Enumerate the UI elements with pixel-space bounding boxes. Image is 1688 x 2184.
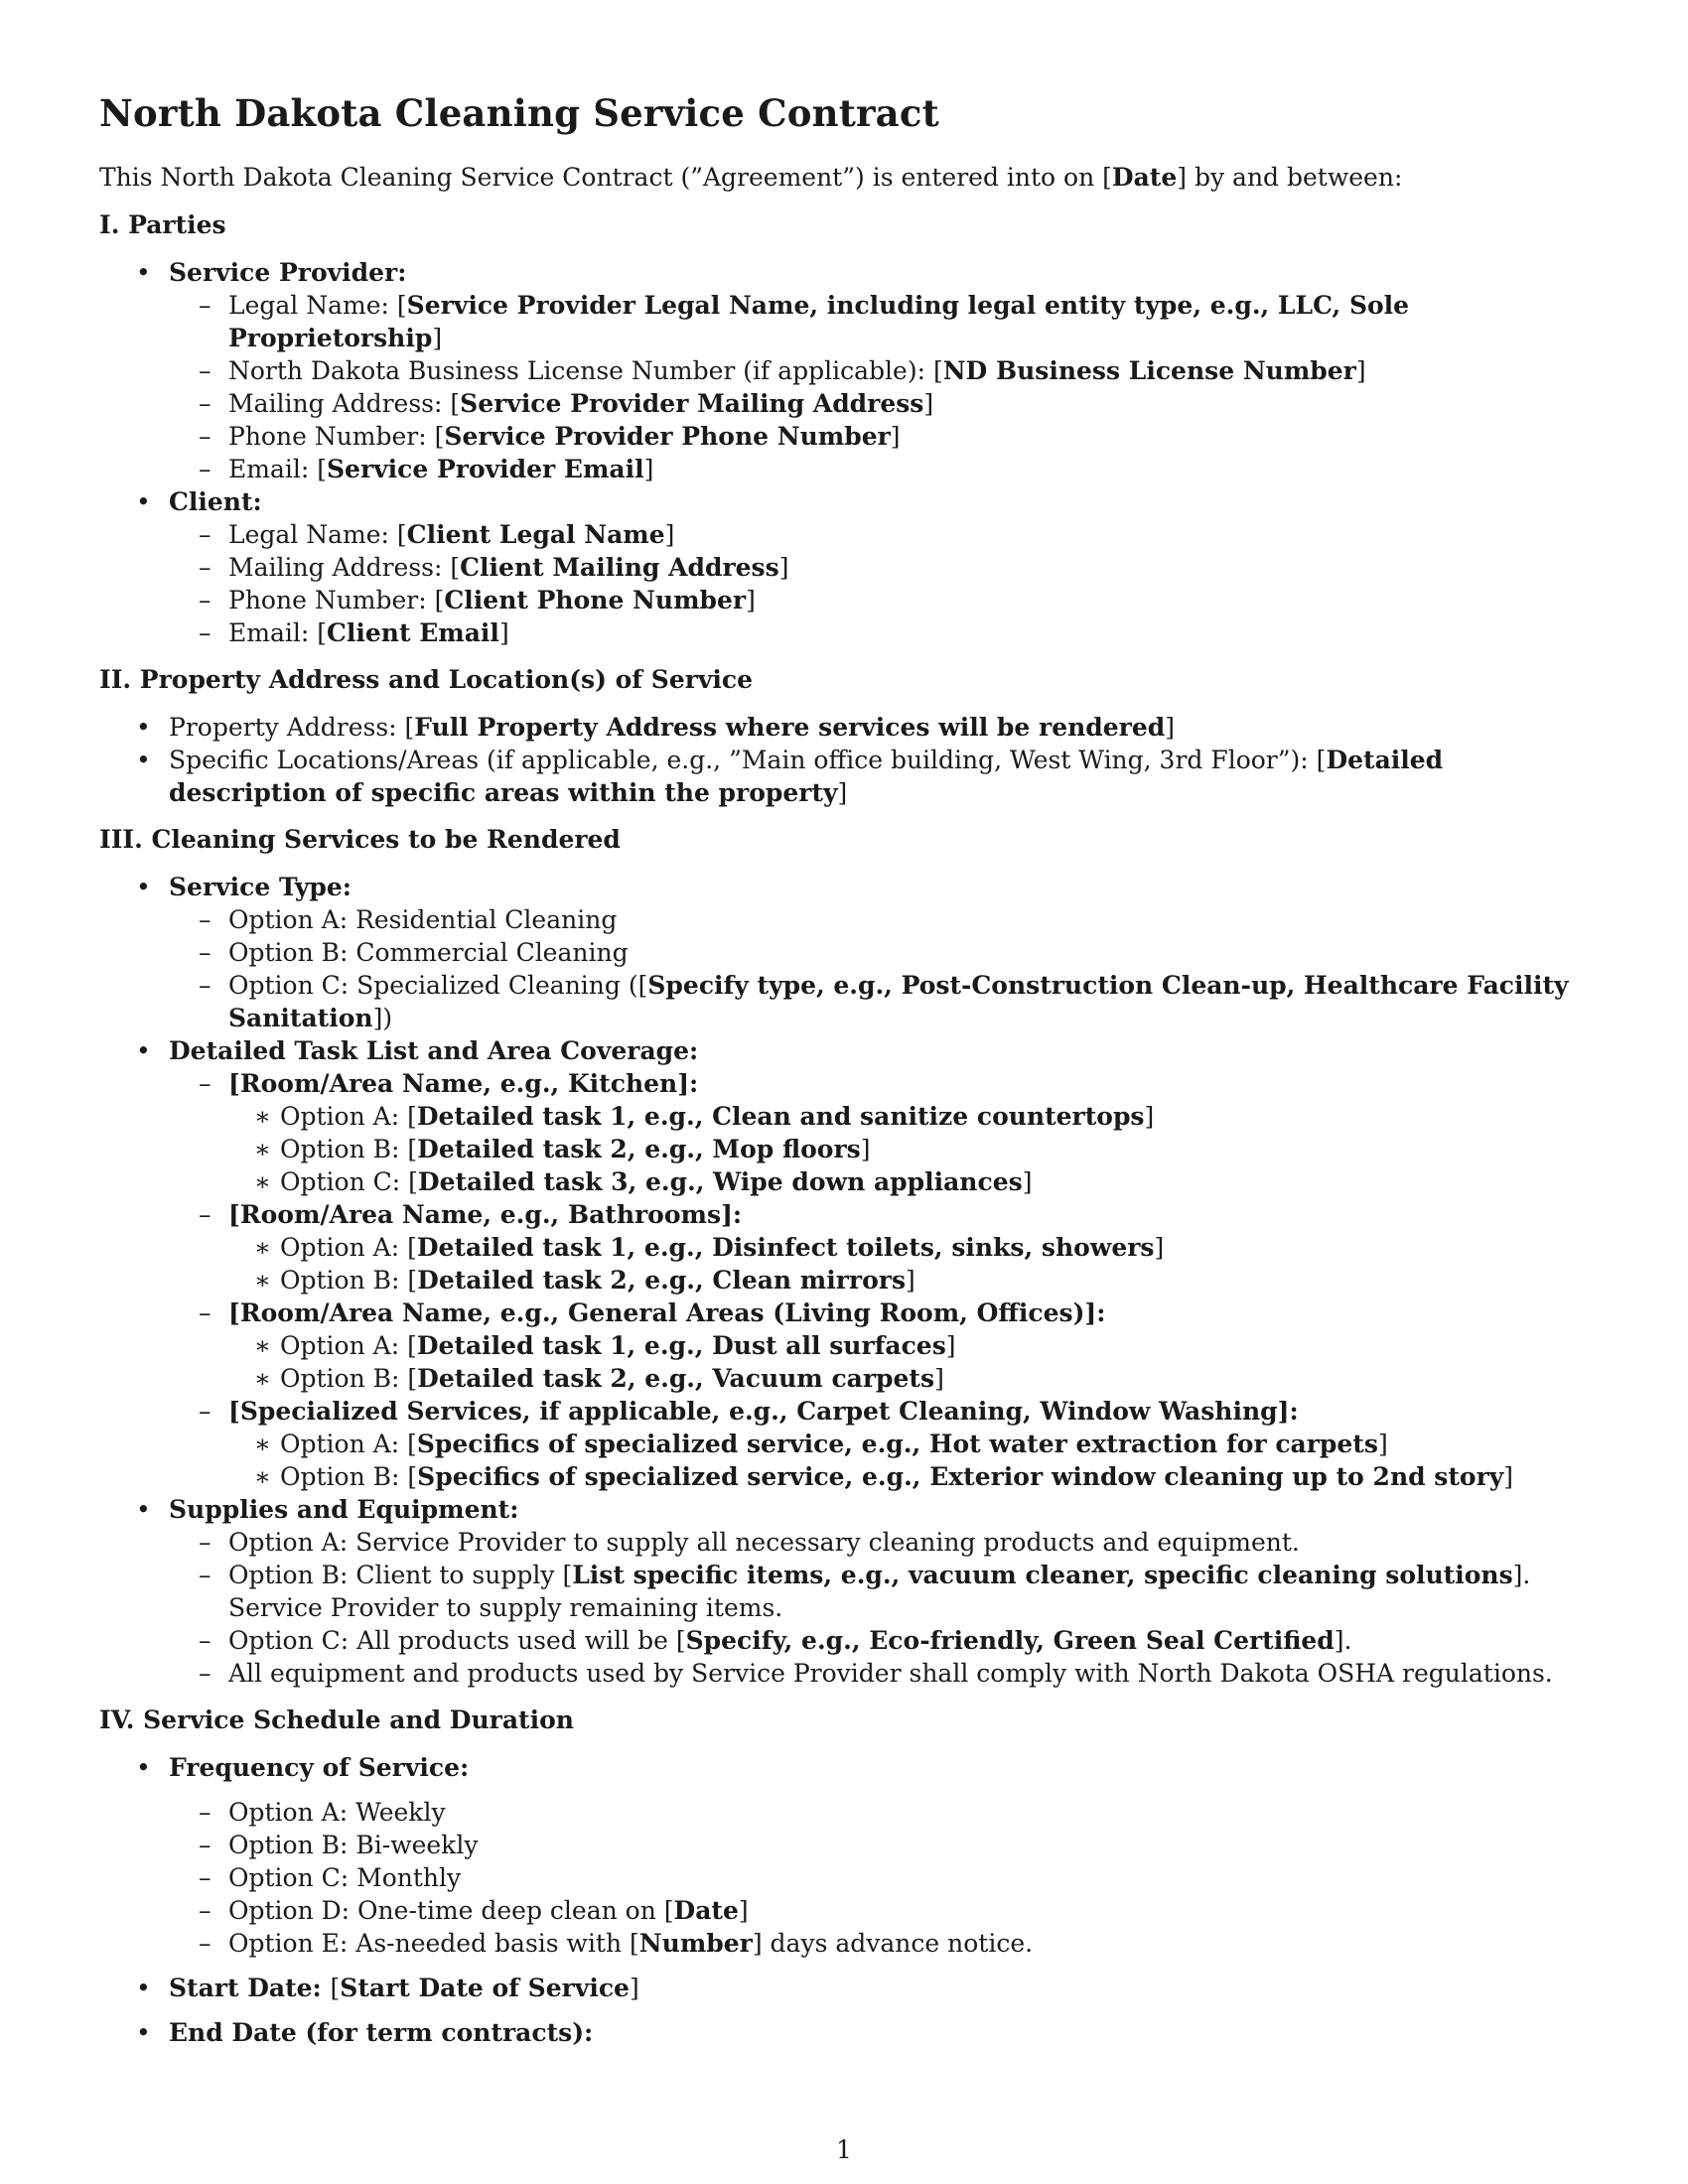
task-item: ∗ Option B: [Detailed task 2, e.g., Clean mirrors] — [254, 1266, 915, 1295]
option-text: Option A: Residential Cleaning — [228, 905, 618, 934]
task-list — [228, 1100, 1589, 1198]
document-page — [99, 87, 1589, 2049]
frequency-option — [169, 1861, 1589, 1894]
dash-icon: – — [199, 520, 211, 549]
end-date-label: End Date (for term contracts): — [169, 2018, 594, 2047]
task-label: Option A: — [280, 1331, 408, 1360]
task-label: Option B: — [280, 1135, 408, 1163]
dash-icon: – — [199, 1863, 211, 1892]
service-type-options — [169, 903, 1589, 1034]
option-text-end: . — [1343, 1626, 1352, 1655]
provider-legal-name: – Legal Name: [Service Provider Legal Name, including legal entity type, e.g., LLC, Sole Proprietorship] — [199, 291, 1410, 352]
frequency-label: Frequency of Service: — [169, 1753, 470, 1782]
dash-icon: – — [199, 938, 211, 967]
dash-icon: – — [199, 422, 211, 451]
task-placeholder: Detailed task 3, e.g., Wipe down appliances — [417, 1167, 1023, 1196]
provider-item — [99, 256, 1589, 485]
frequency-option: – Option D: One-time deep clean on [Date] — [199, 1896, 749, 1925]
option-text: Option B: Commercial Cleaning — [228, 938, 629, 967]
supplies-option — [169, 1657, 1589, 1690]
task-label: Option B: — [280, 1266, 408, 1295]
frequency-option — [169, 1796, 1589, 1829]
task-item: ∗ Option A: [Detailed task 1, e.g., Clean and sanitize countertops] — [254, 1102, 1155, 1131]
field-placeholder: ND Business License Number — [942, 356, 1356, 385]
dash-icon: – — [199, 1069, 211, 1098]
task-list — [228, 1329, 1589, 1395]
dash-icon: – — [199, 586, 211, 614]
asterisk-icon: ∗ — [254, 1430, 271, 1458]
field-label: Specific Locations/Areas (if applicable, e.g., ”Main office building, West Wing, 3rd Floor”): — [169, 746, 1317, 774]
bullet-icon: • — [136, 713, 151, 742]
task-placeholder: Detailed task 1, e.g., Clean and sanitize countertops — [416, 1102, 1145, 1131]
field-placeholder: Client Phone Number — [444, 586, 747, 614]
field-placeholder: List specific items, e.g., vacuum cleaner, specific cleaning solutions — [572, 1561, 1513, 1589]
area-name: Room/Area Name, e.g., General Areas (Living Room, Offices) — [239, 1298, 1085, 1327]
task-item: ∗ Option B: [Detailed task 2, e.g., Mop floors] — [254, 1135, 871, 1163]
provider-label: Service Provider: — [169, 258, 407, 287]
dash-icon: – — [199, 905, 211, 934]
end-date-item — [99, 2016, 1589, 2049]
document-title: North Dakota Cleaning Service Contract — [99, 91, 939, 135]
dash-icon: – — [199, 971, 211, 1000]
frequency-item — [99, 1751, 1589, 1960]
section-heading-property: II. Property Address and Location(s) of Service — [99, 665, 754, 694]
field-placeholder: Service Provider Phone Number — [444, 422, 891, 451]
bullet-icon: • — [136, 746, 151, 774]
bullet-icon: • — [136, 1753, 151, 1782]
service-type-option — [169, 936, 1589, 969]
field-placeholder: Client Legal Name — [406, 520, 665, 549]
field-placeholder: Full Property Address where services will be rendered — [414, 713, 1166, 742]
task-placeholder: Specifics of specialized service, e.g., Hot water extraction for carpets — [416, 1430, 1378, 1458]
provider-address: – Mailing Address: [Service Provider Mailing Address] — [199, 389, 934, 418]
dash-icon: – — [199, 455, 211, 483]
field-label: Phone Number: — [228, 586, 435, 614]
task-list — [228, 1428, 1589, 1493]
option-text: Option D: One-time deep clean on — [228, 1896, 664, 1925]
bullet-icon: • — [136, 873, 151, 901]
intro-text-end: by and between: — [1187, 163, 1403, 192]
dash-icon: – — [199, 1626, 211, 1655]
bullet-icon: • — [136, 1495, 151, 1524]
bullet-icon: • — [136, 1974, 151, 2002]
task-placeholder: Detailed task 2, e.g., Mop floors — [417, 1135, 861, 1163]
dash-icon: – — [199, 1929, 211, 1958]
service-type-label: Service Type: — [169, 873, 352, 901]
option-text: All equipment and products used by Service Provider shall comply with North Dakota OSHA regulations. — [228, 1659, 1553, 1688]
dash-icon: – — [199, 1298, 211, 1327]
client-item — [99, 485, 1589, 649]
option-text: Option B: Bi-weekly — [228, 1831, 479, 1859]
task-label: Option B: — [280, 1364, 408, 1393]
task-placeholder: Detailed task 2, e.g., Clean mirrors — [417, 1266, 907, 1295]
frequency-option: – Option E: As-needed basis with [Number] days advance notice. — [199, 1929, 1034, 1958]
client-email: – Email: [Client Email] — [199, 618, 509, 647]
task-placeholder: Specifics of specialized service, e.g., Exterior window cleaning up to 2nd story — [417, 1462, 1504, 1491]
option-text: Option C: Specialized Cleaning ( — [228, 971, 638, 1000]
supplies-label: Supplies and Equipment: — [169, 1495, 519, 1524]
dash-icon: – — [199, 356, 211, 385]
field-label: North Dakota Business License Number (if applicable): — [228, 356, 933, 385]
task-label: Option A: — [280, 1233, 408, 1262]
dash-icon: – — [199, 553, 211, 582]
dash-icon: – — [199, 1659, 211, 1688]
task-list — [228, 1231, 1589, 1297]
client-address: – Mailing Address: [Client Mailing Address] — [199, 553, 789, 582]
field-label: Property Address: — [169, 713, 405, 742]
date-placeholder: Date — [1111, 163, 1178, 192]
asterisk-icon: ∗ — [254, 1364, 271, 1393]
provider-phone: – Phone Number: [Service Provider Phone Number] — [199, 422, 901, 451]
dash-icon: – — [199, 1831, 211, 1859]
area-item: – [Room/Area Name, e.g., Kitchen]: ∗ Option A: [Detailed task 1, e.g., Clean and sanitize countertops] ∗ Option B: [Detailed task 2, e.g., Mop floors] ∗ Option C: [Detailed task 3, e.g., Wipe down appliances] — [169, 1067, 1589, 1198]
field-placeholder: Service Provider Legal Name, including legal entity type, e.g., LLC, Sole Proprietorship — [228, 291, 1410, 352]
bullet-icon: • — [136, 2018, 151, 2047]
schedule-list — [99, 1751, 1589, 2049]
dash-icon: – — [199, 1528, 211, 1557]
dash-icon: – — [199, 389, 211, 418]
option-text-end: ) — [382, 1004, 393, 1032]
task-item: ∗ Option A: [Detailed task 1, e.g., Dust all surfaces] — [254, 1331, 956, 1360]
frequency-options — [169, 1796, 1589, 1960]
task-item: ∗ Option B: [Detailed task 2, e.g., Vacuum carpets] — [254, 1364, 944, 1393]
task-item: ∗ Option A: [Detailed task 1, e.g., Disinfect toilets, sinks, showers] — [254, 1233, 1165, 1262]
task-label: Option A: — [280, 1430, 408, 1458]
bullet-icon: • — [136, 1036, 151, 1065]
field-placeholder: Client Mailing Address — [460, 553, 779, 582]
asterisk-icon: ∗ — [254, 1266, 271, 1295]
task-label: Option A: — [280, 1102, 408, 1131]
asterisk-icon: ∗ — [254, 1233, 271, 1262]
field-label: Phone Number: — [228, 422, 435, 451]
option-text: Option B: Client to supply — [228, 1561, 563, 1589]
area-item: – [Room/Area Name, e.g., General Areas (Living Room, Offices)]: ∗ Option A: [Detailed task 1, e.g., Dust all surfaces] ∗ Option B: [Detailed task 2, e.g., Vacuum carpets] — [169, 1297, 1589, 1395]
field-placeholder: Specify type, e.g., Post-Construction Clean-up, Healthcare Facility Sanitation — [228, 971, 1569, 1032]
option-text-end: days advance notice. — [762, 1929, 1034, 1958]
asterisk-icon: ∗ — [254, 1102, 271, 1131]
field-placeholder: Service Provider Mailing Address — [460, 389, 924, 418]
task-label: Option C: — [280, 1167, 409, 1196]
service-type-option: – Option C: Specialized Cleaning ([Specify type, e.g., Post-Construction Clean-up, Healthcare Facility Sanitation]) — [199, 971, 1569, 1032]
area-name: Room/Area Name, e.g., Kitchen — [239, 1069, 678, 1098]
area-name: Specialized Services, if applicable, e.g., Carpet Cleaning, Window Washing — [239, 1397, 1278, 1426]
option-text: Option C: Monthly — [228, 1863, 462, 1892]
field-label: Mailing Address: — [228, 553, 451, 582]
service-type-option — [169, 903, 1589, 936]
property-list — [99, 711, 1589, 809]
area-item: – [Room/Area Name, e.g., Bathrooms]: ∗ Option A: [Detailed task 1, e.g., Disinfect toilets, sinks, showers] ∗ Option B: [Detailed task 2, e.g., Clean mirrors] — [169, 1198, 1589, 1297]
task-label: Option B: — [280, 1462, 408, 1491]
provider-license: – North Dakota Business License Number (if applicable): [ND Business License Number] — [199, 356, 1366, 385]
task-list-label: Detailed Task List and Area Coverage: — [169, 1036, 699, 1065]
dash-icon: – — [199, 618, 211, 647]
asterisk-icon: ∗ — [254, 1135, 271, 1163]
task-item: ∗ Option C: [Detailed task 3, e.g., Wipe down appliances] — [254, 1167, 1033, 1196]
field-label: Legal Name: — [228, 520, 397, 549]
bullet-icon: • — [136, 487, 151, 516]
supplies-options — [169, 1526, 1589, 1690]
task-placeholder: Detailed task 1, e.g., Dust all surfaces — [416, 1331, 946, 1360]
start-date-label: Start Date: — [169, 1974, 331, 2002]
option-text: Option C: All products used will be — [228, 1626, 676, 1655]
field-placeholder: Service Provider Email — [327, 455, 644, 483]
field-placeholder: Start Date of Service — [340, 1974, 630, 2002]
property-address: • Property Address: [Full Property Address where services will be rendered] — [136, 713, 1175, 742]
area-list — [169, 1067, 1589, 1493]
supplies-option — [169, 1526, 1589, 1559]
asterisk-icon: ∗ — [254, 1331, 271, 1360]
option-text: Option E: As-needed basis with — [228, 1929, 631, 1958]
parties-list — [99, 256, 1589, 649]
task-placeholder: Detailed task 2, e.g., Vacuum carpets — [417, 1364, 935, 1393]
intro-text: This North Dakota Cleaning Service Contract (”Agreement”) is entered into on — [99, 163, 1103, 192]
option-text-end: . Service Provider to supply remaining items. — [228, 1561, 1531, 1622]
option-text: Option A: Weekly — [228, 1798, 446, 1827]
dash-icon: – — [199, 291, 211, 320]
field-placeholder: Number — [638, 1929, 753, 1958]
supplies-option: – Option C: All products used will be [Specify, e.g., Eco-friendly, Green Seal Certified]. — [199, 1626, 1352, 1655]
start-date-item: • Start Date: [Start Date of Service] — [136, 1974, 639, 2002]
field-placeholder: Specify, e.g., Eco-friendly, Green Seal Certified — [685, 1626, 1335, 1655]
client-legal-name: – Legal Name: [Client Legal Name] — [199, 520, 675, 549]
dash-icon: – — [199, 1397, 211, 1426]
supplies-item — [99, 1493, 1589, 1690]
section-heading-services: III. Cleaning Services to be Rendered — [99, 825, 621, 854]
client-phone: – Phone Number: [Client Phone Number] — [199, 586, 756, 614]
frequency-option — [169, 1829, 1589, 1861]
task-item: ∗ Option A: [Specifics of specialized service, e.g., Hot water extraction for carpets] — [254, 1430, 1388, 1458]
services-list — [99, 871, 1589, 1690]
dash-icon: – — [199, 1896, 211, 1925]
supplies-option: – Option B: Client to supply [List specific items, e.g., vacuum cleaner, specific cleaning solutions]. Service Provider to supply remaining items. — [199, 1561, 1531, 1622]
provider-details — [169, 289, 1589, 485]
field-placeholder: Client Email — [327, 618, 499, 647]
client-label: Client: — [169, 487, 262, 516]
field-label: Legal Name: — [228, 291, 397, 320]
field-label: Email: — [228, 618, 318, 647]
dash-icon: – — [199, 1561, 211, 1589]
client-details — [169, 518, 1589, 649]
dash-icon: – — [199, 1200, 211, 1229]
service-type-item — [99, 871, 1589, 1034]
asterisk-icon: ∗ — [254, 1167, 271, 1196]
section-heading-parties: I. Parties — [99, 210, 226, 239]
field-placeholder: Detailed description of specific areas within the property — [169, 746, 1444, 807]
area-name: Room/Area Name, e.g., Bathrooms — [239, 1200, 722, 1229]
option-text: Option A: Service Provider to supply all necessary cleaning products and equipment. — [228, 1528, 1300, 1557]
dash-icon: – — [199, 1798, 211, 1827]
task-list-item — [99, 1034, 1589, 1493]
field-label: Email: — [228, 455, 318, 483]
area-item: – [Specialized Services, if applicable, e.g., Carpet Cleaning, Window Washing]: ∗ Option A: [Specifics of specialized service, e.g., Hot water extraction for carpets] ∗ Option B: [Specifics of specialized service, e.g., Exterior window cleaning up to 2nd story] — [169, 1395, 1589, 1493]
bullet-icon: • — [136, 258, 151, 287]
task-item: ∗ Option B: [Specifics of specialized service, e.g., Exterior window cleaning up to 2nd story] — [254, 1462, 1514, 1491]
page-number: 1 — [836, 2135, 852, 2164]
provider-email: – Email: [Service Provider Email] — [199, 455, 654, 483]
property-locations: • Specific Locations/Areas (if applicable, e.g., ”Main office building, West Wing, 3rd Floor”): [Detailed description of specific areas within the property] — [136, 746, 1444, 807]
task-placeholder: Detailed task 1, e.g., Disinfect toilets, sinks, showers — [416, 1233, 1155, 1262]
field-label: Mailing Address: — [228, 389, 451, 418]
section-heading-schedule: IV. Service Schedule and Duration — [99, 1706, 574, 1734]
field-placeholder: Date — [673, 1896, 739, 1925]
intro-paragraph: This North Dakota Cleaning Service Contract (”Agreement”) is entered into on [Date] by and between: — [99, 163, 1403, 192]
asterisk-icon: ∗ — [254, 1462, 271, 1491]
